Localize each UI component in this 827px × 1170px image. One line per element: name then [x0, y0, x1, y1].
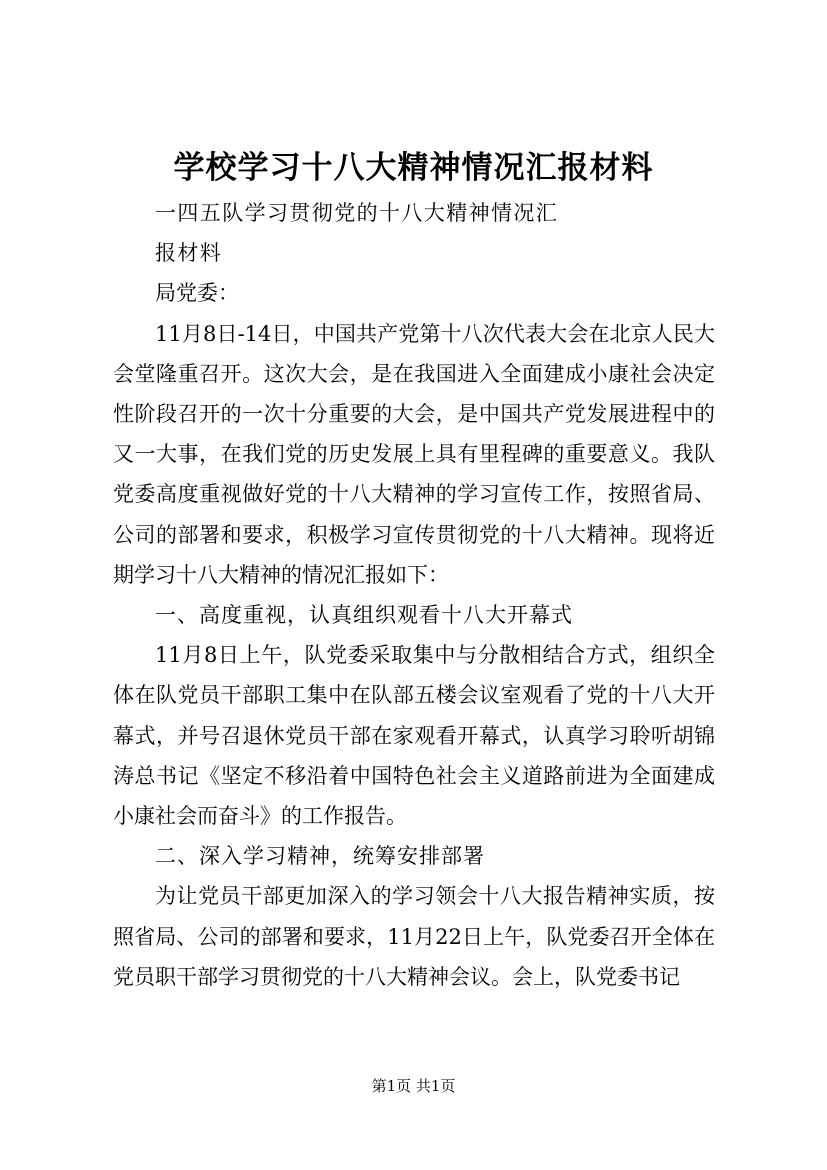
salutation: 局党委： — [155, 281, 239, 306]
document-title: 学校学习十八大精神情况汇报材料 — [173, 150, 654, 186]
body-paragraph: 11月8日上午，队党委采取集中与分散相结合方式，组织全体在队党员干部职工集中在队部五楼会议室观看了党的十八大开幕式，并号召退休党员干部在家观看开幕式，认真学习聆听胡锦涛总书记《坚定不移沿着中国特色社会主义道路前进为全面建成小康社会而奋斗》的工作报告。 — [113, 643, 715, 829]
body-paragraph: 11月8日-14日，中国共产党第十八次代表大会在北京人民大会堂隆重召开。这次大会，是在我国进入全面建成小康社会决定性阶段召开的一次十分重要的大会，是中国共产党发展进程中的又一大事，在我们党的历史发展上具有里程碑的重要意义。我队党委高度重视做好党的十八大精神的学习宣传工作，按照省局、公司的部署和要求，积极学习宣传贯彻党的十八大精神。现将近期学习十八大精神的情况汇报如下： — [113, 321, 715, 587]
page-number: 第1页 共1页 — [371, 1077, 456, 1095]
section-heading-1: 一、高度重视，认真组织观看十八大开幕式 — [155, 603, 573, 628]
subtitle-line-2: 报材料 — [155, 241, 223, 266]
section-heading-2: 二、深入学习精神，统筹安排部署 — [155, 844, 485, 869]
document-body — [113, 193, 715, 997]
subtitle-line-1: 一四五队学习贯彻党的十八大精神情况汇 — [155, 201, 559, 225]
body-paragraph: 为让党员干部更加深入的学习领会十八大报告精神实质，按照省局、公司的部署和要求，11月22日上午，队党委召开全体在党员职干部学习贯彻党的十八大精神会议。会上，队党委书记 — [113, 884, 715, 989]
